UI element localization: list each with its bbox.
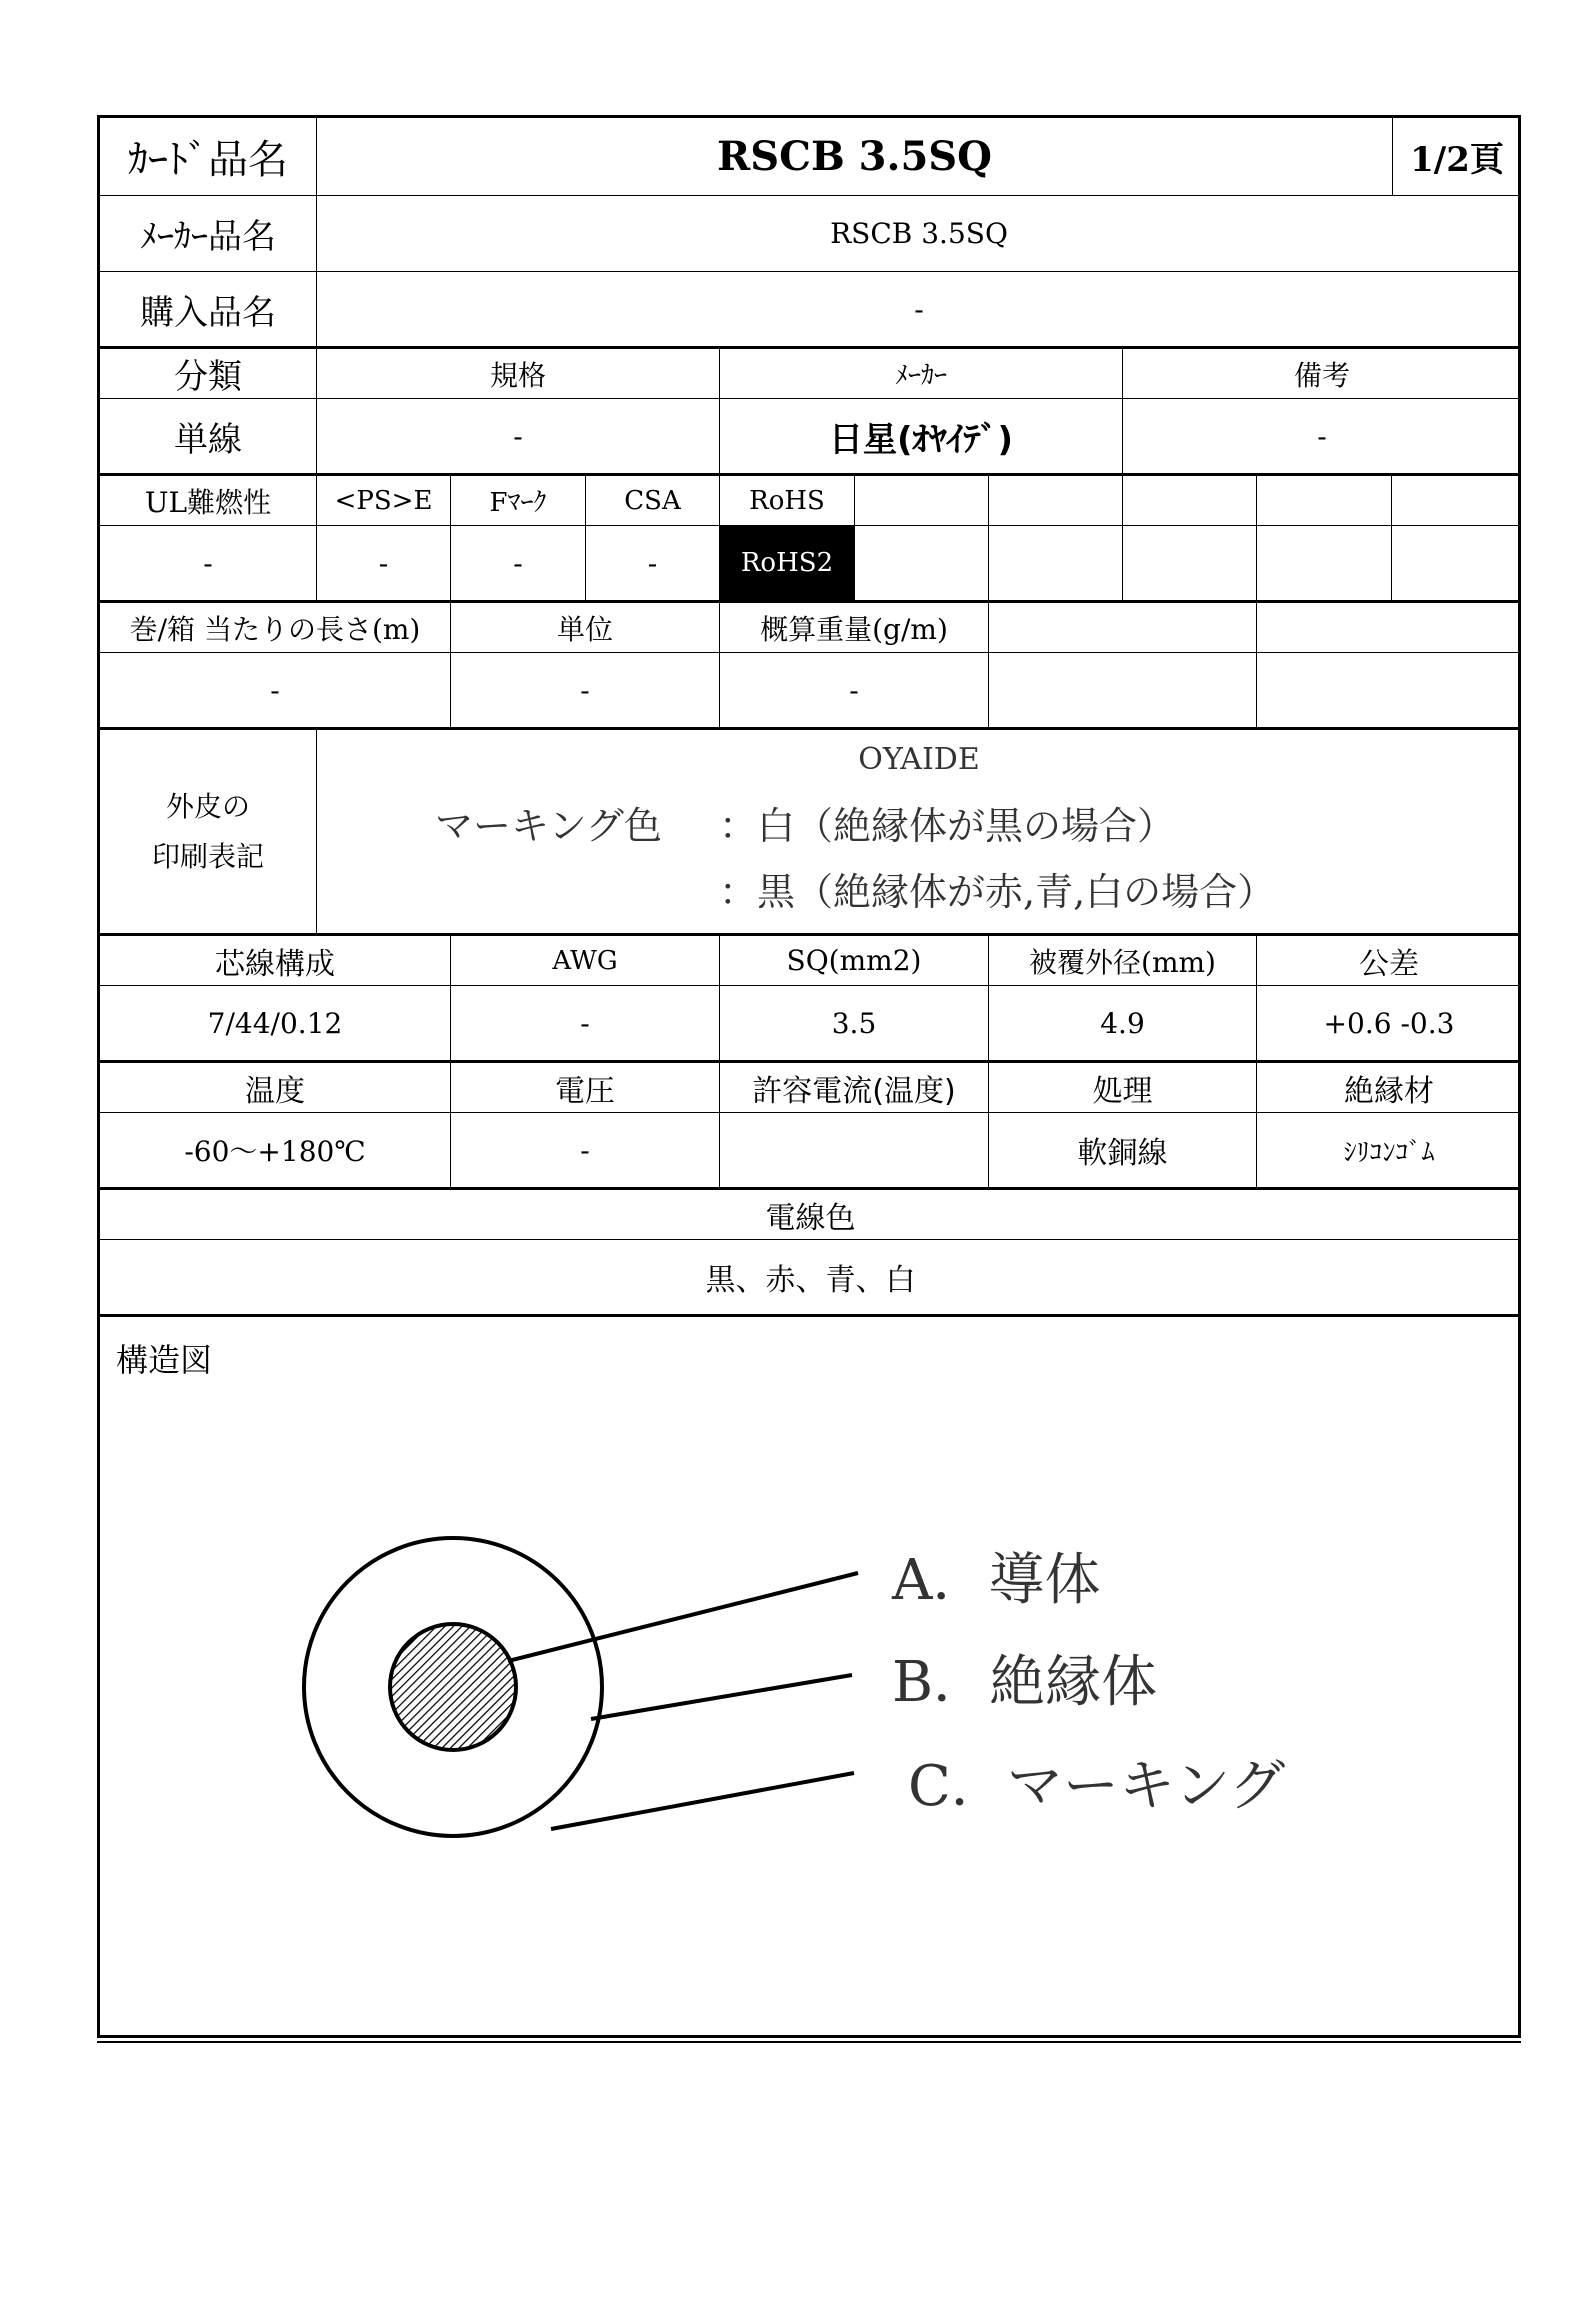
spec-header-outer-diameter: 被覆外径(mm) xyxy=(989,936,1257,986)
cross-section-diagram xyxy=(100,1317,1521,2038)
structure-title: 構造図 xyxy=(116,1341,213,1379)
leader-line-c xyxy=(551,1773,854,1829)
pack-value-blank-2 xyxy=(1257,653,1521,730)
marking-color-black: ：黒（絶縁体が赤,青,白の場合） xyxy=(719,870,1276,914)
cert-header-csa: CSA xyxy=(586,476,720,526)
cert-header-ul: UL難燃性 xyxy=(100,476,317,526)
elec-header-temperature: 温度 xyxy=(100,1063,451,1113)
cert-header-rohs: RoHS xyxy=(720,476,855,526)
maker-header: ﾒｰｶｰ xyxy=(720,349,1123,399)
cert-header-blank-4 xyxy=(1257,476,1392,526)
spec-header-sq: SQ(mm2) xyxy=(720,936,989,986)
cert-value-rohs xyxy=(720,526,855,603)
cert-value-blank-4 xyxy=(1257,526,1392,603)
cert-header-blank-3 xyxy=(1123,476,1257,526)
cert-header-blank-1 xyxy=(855,476,989,526)
conductor-circle xyxy=(390,1624,516,1750)
cert-value-blank-2 xyxy=(989,526,1123,603)
remarks-value: - xyxy=(1123,399,1521,476)
pack-value-blank-1 xyxy=(989,653,1257,730)
leader-line-b xyxy=(591,1675,852,1719)
pack-header-unit: 単位 xyxy=(451,603,720,653)
cert-value-blank-5 xyxy=(1392,526,1521,603)
spec-value-tolerance: +0.6 -0.3 xyxy=(1257,986,1521,1063)
cert-value-csa: - xyxy=(586,526,720,603)
maker-value: 日星(ｵﾔｲﾃﾞ) xyxy=(720,399,1123,476)
sheet-bottom-rule xyxy=(97,2041,1521,2043)
cert-header-pse: <PS>E xyxy=(317,476,451,526)
cert-value-blank-1 xyxy=(855,526,989,603)
cert-header-blank-5 xyxy=(1392,476,1521,526)
spec-header-strand: 芯線構成 xyxy=(100,936,451,986)
spec-value-sq: 3.5 xyxy=(720,986,989,1063)
cert-value-blank-3 xyxy=(1123,526,1257,603)
label-b-insulation: B．絶縁体 xyxy=(892,1650,1158,1715)
spec-value-outer-diameter: 4.9 xyxy=(989,986,1257,1063)
cert-value-ul: - xyxy=(100,526,317,603)
label-c-marking: C．マーキング xyxy=(908,1754,1286,1819)
printing-label-line1: 外皮の xyxy=(165,789,250,823)
spec-header-awg: AWG xyxy=(451,936,720,986)
page-number: 1/2頁 xyxy=(1393,118,1521,196)
pack-value-unit: - xyxy=(451,653,720,730)
pack-header-weight: 概算重量(g/m) xyxy=(720,603,989,653)
classification-value: 単線 xyxy=(100,399,317,476)
classification-header: 分類 xyxy=(100,349,317,399)
spec-value-awg: - xyxy=(451,986,720,1063)
marking-color-white: ：白（絶縁体が黒の場合） xyxy=(719,804,1176,848)
card-name-label: ｶｰﾄﾞ品名 xyxy=(100,118,317,196)
pack-header-length: 巻/箱 当たりの長さ(m) xyxy=(100,603,451,653)
elec-header-voltage: 電圧 xyxy=(451,1063,720,1113)
printing-label-line2: 印刷表記 xyxy=(151,839,264,873)
spec-value-strand: 7/44/0.12 xyxy=(100,986,451,1063)
purchase-name-value: - xyxy=(317,272,1521,349)
maker-name-label: ﾒｰｶｰ品名 xyxy=(100,196,317,272)
label-a-conductor: A．導体 xyxy=(892,1548,1101,1613)
maker-name-value: RSCB 3.5SQ xyxy=(317,196,1521,272)
card-name-value: RSCB 3.5SQ xyxy=(317,118,1393,196)
elec-header-current: 許容電流(温度) xyxy=(720,1063,989,1113)
pack-value-length: - xyxy=(100,653,451,730)
wire-color-header: 電線色 xyxy=(100,1190,1521,1240)
structure-section xyxy=(100,1317,1521,2038)
cert-value-pse: - xyxy=(317,526,451,603)
elec-value-voltage: - xyxy=(451,1113,720,1190)
standard-header: 規格 xyxy=(317,349,720,399)
printing-label xyxy=(100,730,317,936)
printing-content xyxy=(317,730,1521,936)
elec-value-insulation: ｼﾘｺﾝｺﾞﾑ xyxy=(1257,1113,1521,1190)
cert-value-f-mark: - xyxy=(451,526,586,603)
spec-header-tolerance: 公差 xyxy=(1257,936,1521,986)
elec-value-treatment: 軟銅線 xyxy=(989,1113,1257,1190)
elec-value-current xyxy=(720,1113,989,1190)
cert-header-f-mark: Fﾏｰｸ xyxy=(451,476,586,526)
cert-header-blank-2 xyxy=(989,476,1123,526)
wire-color-value: 黒、赤、青、白 xyxy=(100,1240,1521,1317)
standard-value: - xyxy=(317,399,720,476)
elec-header-treatment: 処理 xyxy=(989,1063,1257,1113)
spec-sheet xyxy=(97,115,1521,2038)
pack-value-weight: - xyxy=(720,653,989,730)
rohs2-badge: RoHS2 xyxy=(720,526,854,600)
remarks-header: 備考 xyxy=(1123,349,1521,399)
elec-header-insulation: 絶縁材 xyxy=(1257,1063,1521,1113)
printing-brand: OYAIDE xyxy=(858,742,980,777)
elec-value-temperature: -60～+180℃ xyxy=(100,1113,451,1190)
pack-header-blank-1 xyxy=(989,603,1257,653)
marking-color-label: マーキング色 xyxy=(435,804,662,848)
purchase-name-label: 購入品名 xyxy=(100,272,317,349)
pack-header-blank-2 xyxy=(1257,603,1521,653)
